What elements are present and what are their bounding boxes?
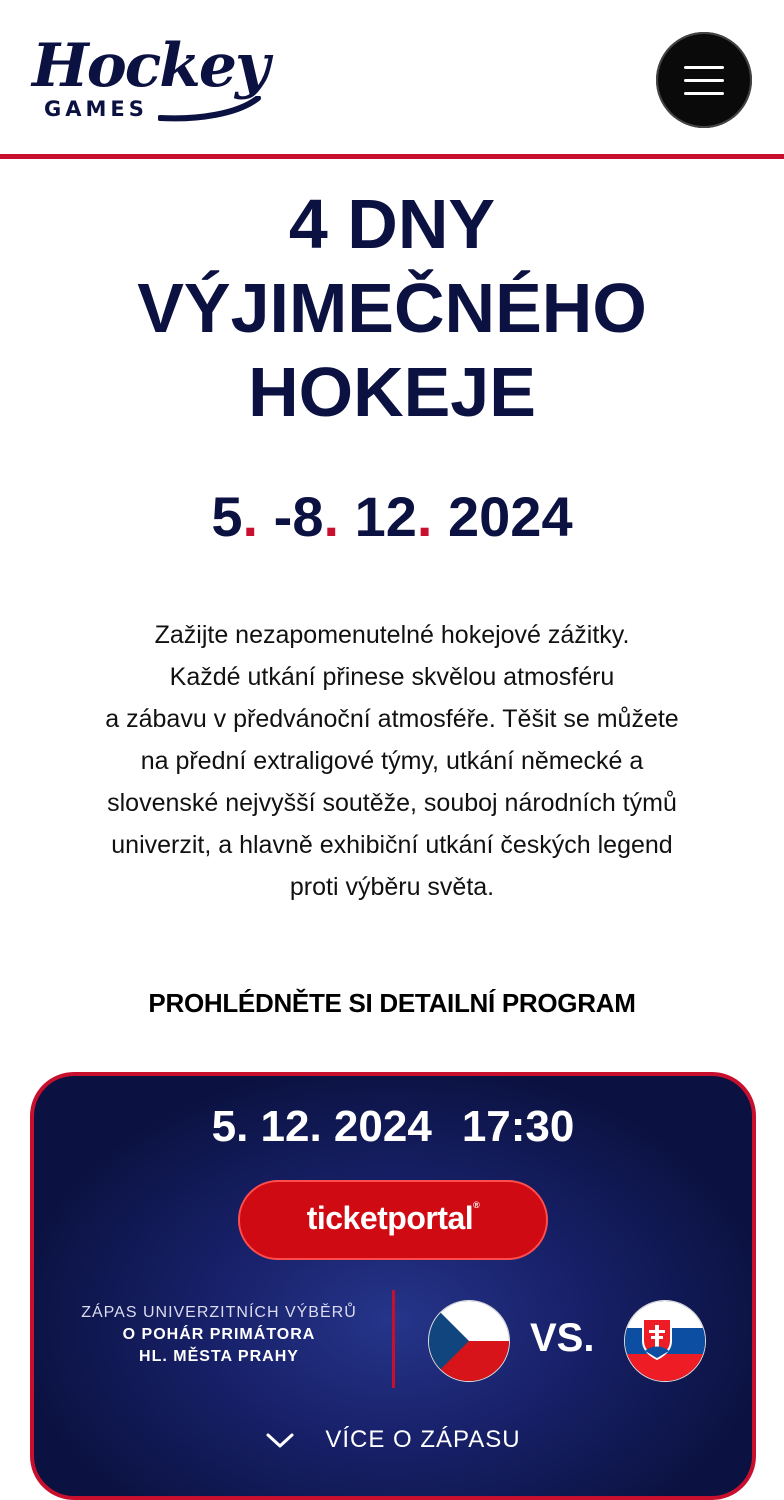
date-dot: . bbox=[323, 485, 340, 548]
hockey-games-logo[interactable] bbox=[28, 30, 268, 130]
intro-line: univerzit, a hlavně exhibiční utkání českých legend bbox=[111, 831, 673, 859]
match-card bbox=[30, 1072, 756, 1500]
hero-title bbox=[0, 182, 784, 434]
registered-mark: ® bbox=[473, 1200, 480, 1210]
date-month: 12 bbox=[354, 485, 417, 548]
date-day-end: -8 bbox=[273, 485, 324, 548]
hamburger-menu-button[interactable] bbox=[656, 32, 752, 128]
intro-line: na přední extraligové týmy, utkání německé a bbox=[140, 747, 644, 775]
hero-title-line: HOKEJE bbox=[248, 353, 536, 431]
versus-label: VS. bbox=[530, 1316, 595, 1360]
event-dates bbox=[0, 484, 784, 550]
date-day-start: 5 bbox=[211, 485, 243, 548]
logo-subtitle: GAMES bbox=[44, 97, 148, 121]
hero-title-line: 4 DNY bbox=[288, 185, 496, 263]
match-datetime bbox=[34, 1102, 752, 1152]
match-description-line: O POHÁR PRIMÁTORA bbox=[122, 1326, 316, 1343]
hamburger-menu-icon-line bbox=[684, 79, 724, 82]
match-description bbox=[64, 1302, 374, 1368]
ticketportal-text: ticketportal bbox=[306, 1200, 474, 1236]
intro-line: slovenské nejvyšší soutěže, souboj národních týmů bbox=[107, 789, 677, 817]
match-time: 17:30 bbox=[461, 1102, 575, 1151]
ticketportal-button[interactable] bbox=[238, 1180, 548, 1260]
intro-line: Každé utkání přinese skvělou atmosféru bbox=[169, 663, 615, 691]
logo-wordmark: Hockey bbox=[32, 31, 268, 101]
hamburger-menu-icon-line bbox=[684, 92, 724, 95]
logo-swoosh-icon bbox=[158, 96, 262, 122]
ticketportal-label bbox=[240, 1200, 546, 1237]
match-divider bbox=[392, 1290, 395, 1388]
date-dot: . bbox=[242, 485, 259, 548]
chevron-down-icon bbox=[265, 1432, 295, 1450]
intro-line: proti výběru světa. bbox=[289, 873, 495, 901]
slovak-flag-icon bbox=[624, 1300, 706, 1382]
czech-flag-icon bbox=[428, 1300, 510, 1382]
date-dot: . bbox=[416, 485, 433, 548]
more-about-match-label: VÍCE O ZÁPASU bbox=[325, 1426, 521, 1453]
match-date: 5. 12. 2024 bbox=[211, 1102, 432, 1151]
date-year: 2024 bbox=[448, 485, 573, 548]
intro-text bbox=[26, 614, 758, 908]
site-header bbox=[0, 0, 784, 154]
match-description-line: ZÁPAS UNIVERZITNÍCH VÝBĚRŮ bbox=[81, 1304, 357, 1321]
hamburger-menu-icon bbox=[684, 66, 724, 69]
program-heading: PROHLÉDNĚTE SI DETAILNÍ PROGRAM bbox=[148, 988, 636, 1018]
header-divider bbox=[0, 154, 784, 159]
intro-line: a zábavu v předvánoční atmosféře. Těšit se můžete bbox=[105, 705, 679, 733]
intro-line: Zažijte nezapomenutelné hokejové zážitky. bbox=[154, 621, 630, 649]
hero-title-line: VÝJIMEČNÉHO bbox=[137, 269, 647, 347]
match-description-line: HL. MĚSTA PRAHY bbox=[139, 1348, 299, 1365]
